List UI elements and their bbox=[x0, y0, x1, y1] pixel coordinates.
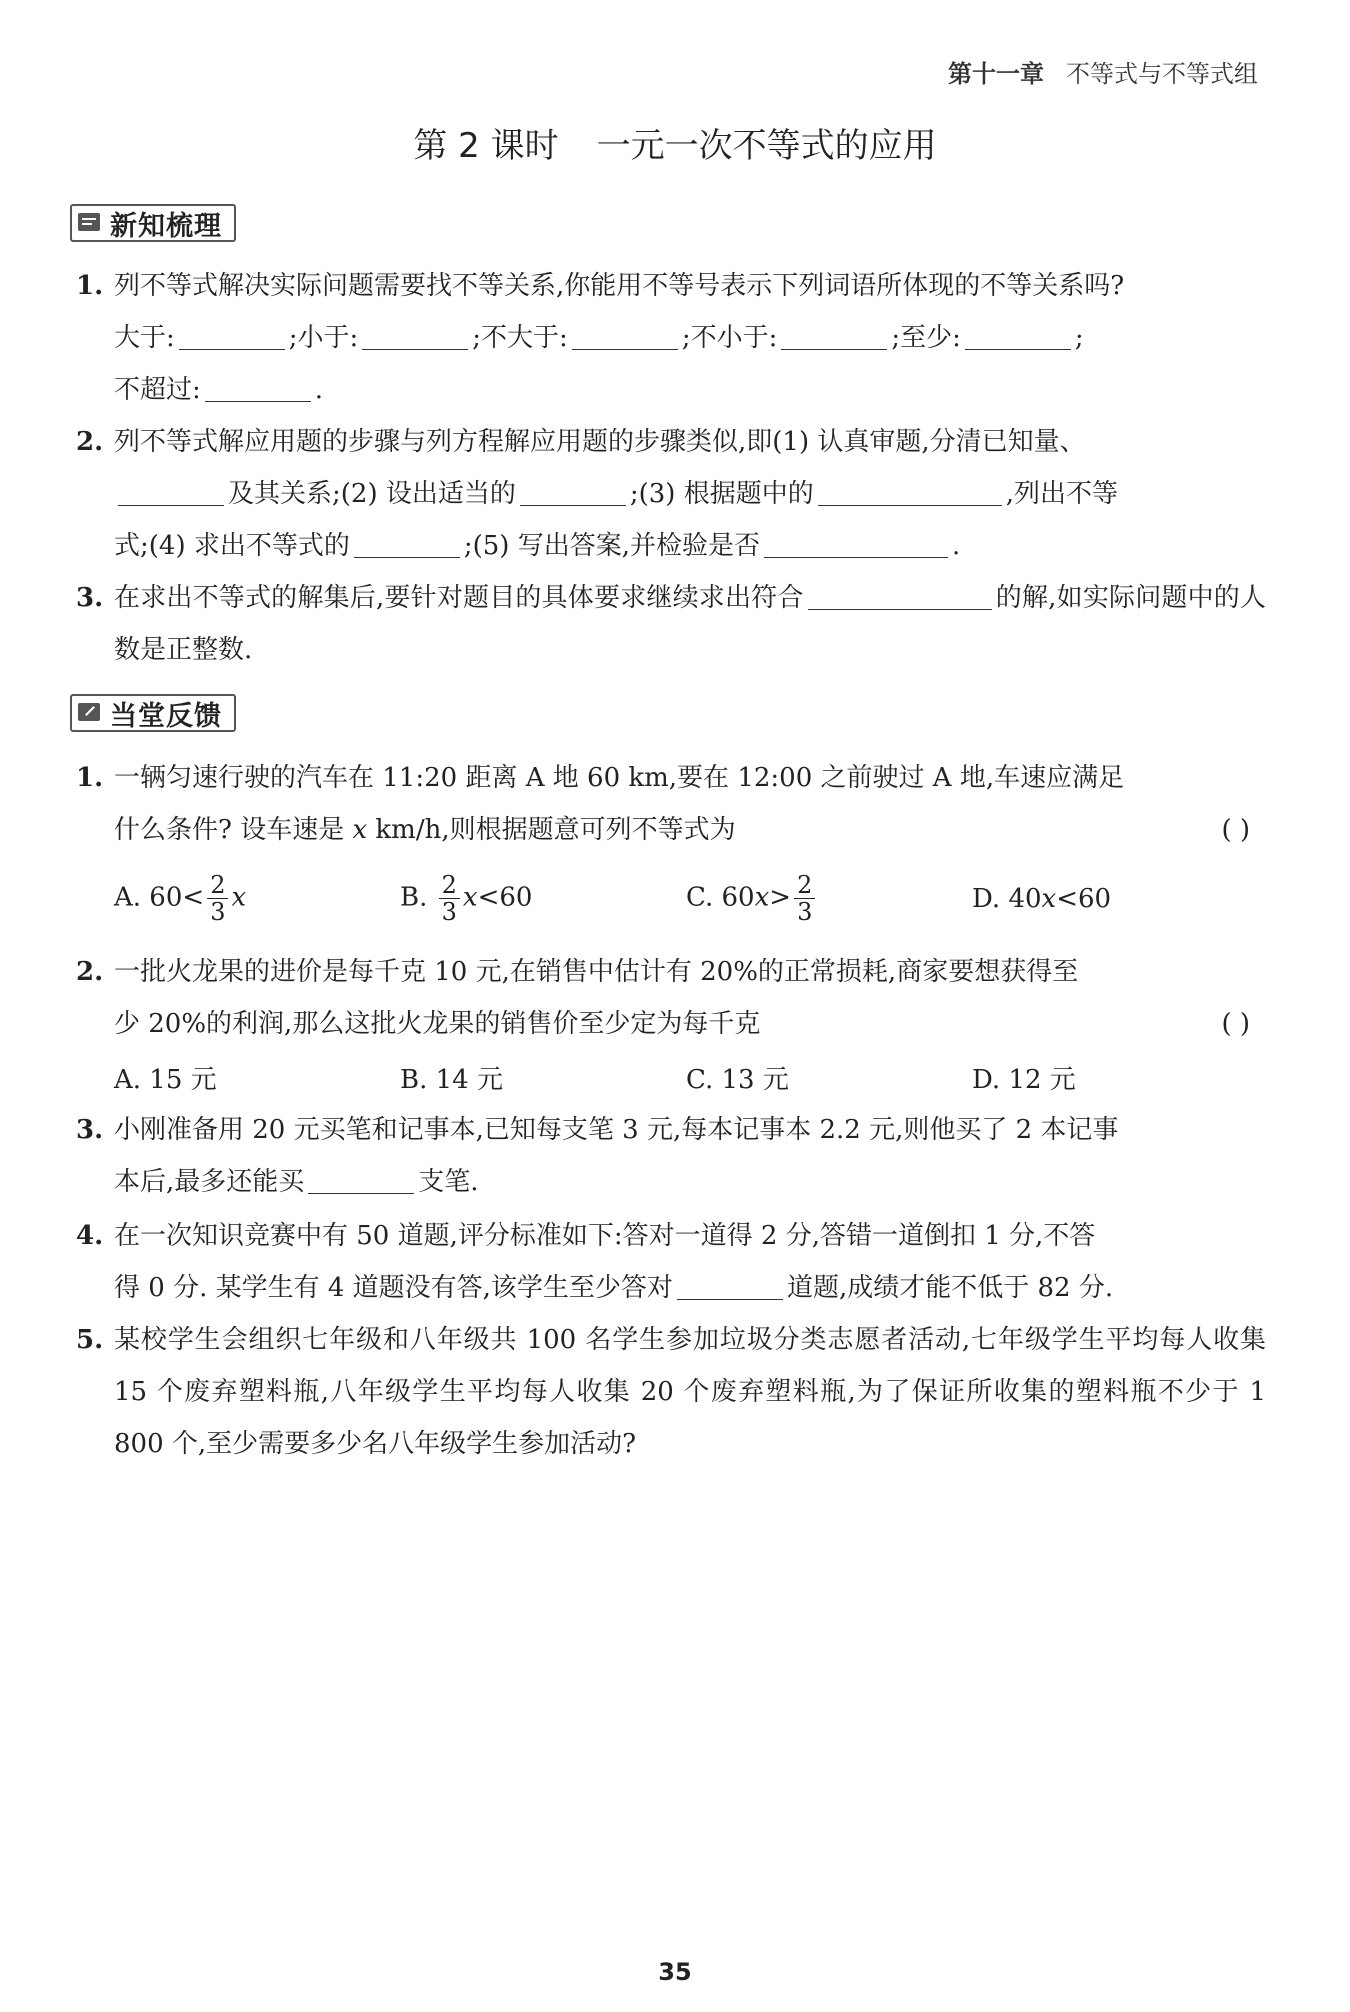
answer-parentheses[interactable]: ( ) bbox=[1221, 815, 1250, 845]
question-text: 在求出不等式的解集后,要针对题目的具体要求继续求出符合 bbox=[114, 583, 804, 613]
question-text: 在一次知识竞赛中有 50 道题,评分标准如下:答对一道得 2 分,答错一道倒扣 1 分,不答 bbox=[114, 1221, 1096, 1251]
numerator: 2 bbox=[439, 872, 460, 899]
lesson-number: 第 2 课时 bbox=[413, 126, 559, 166]
lesson-topic: 一元一次不等式的应用 bbox=[596, 126, 937, 166]
option-d[interactable]: D. 12 元 bbox=[972, 1065, 1076, 1095]
feedback-question-3 bbox=[76, 1104, 1266, 1208]
question-1 bbox=[76, 260, 1266, 416]
question-text: 列不等式解应用题的步骤与列方程解应用题的步骤类似,即(1) 认真审题,分清已知量、 bbox=[114, 427, 1086, 457]
question-text: 道题,成绩才能不低于 82 分. bbox=[786, 1273, 1114, 1303]
question-2 bbox=[76, 416, 1266, 572]
pencil-icon bbox=[78, 701, 104, 725]
option-b[interactable]: B. 14 元 bbox=[400, 1065, 503, 1095]
chapter-number: 第十一章 bbox=[948, 60, 1044, 88]
feedback-question-2 bbox=[76, 946, 1266, 1050]
section-label-feedback bbox=[70, 694, 236, 732]
question-number: 2. bbox=[76, 957, 104, 987]
question-number: 4. bbox=[76, 1221, 104, 1251]
punctuation: . bbox=[951, 531, 961, 561]
option-text: D. 40 bbox=[972, 884, 1042, 914]
variable: x bbox=[462, 882, 478, 913]
fraction bbox=[207, 872, 228, 925]
question-text: 及其关系;(2) 设出适当的 bbox=[228, 479, 516, 509]
question-text: 得 0 分. 某学生有 4 道题没有答,该学生至少答对 bbox=[114, 1273, 673, 1303]
question-number: 1. bbox=[76, 763, 104, 793]
punctuation: . bbox=[314, 375, 324, 405]
question-text: 列不等式解决实际问题需要找不等关系,你能用不等号表示下列词语所体现的不等关系吗? bbox=[114, 271, 1125, 301]
variable: x bbox=[352, 815, 368, 845]
variable: x bbox=[1041, 884, 1057, 914]
answer-blank[interactable] bbox=[205, 371, 311, 402]
denominator: 3 bbox=[441, 898, 457, 926]
feedback-question-5 bbox=[76, 1314, 1266, 1470]
fraction bbox=[794, 872, 815, 925]
option-d[interactable] bbox=[972, 884, 1111, 914]
option-c[interactable]: C. 13 元 bbox=[686, 1065, 789, 1095]
question-number: 2. bbox=[76, 427, 104, 457]
question-number: 3. bbox=[76, 1115, 104, 1145]
answer-blank[interactable] bbox=[781, 319, 887, 350]
question-text: 一辆匀速行驶的汽车在 11:20 距离 A 地 60 km,要在 12:00 之前驶过 A 地,车速应满足 bbox=[114, 763, 1125, 793]
question-text: 什么条件? 设车速是 bbox=[114, 815, 345, 845]
answer-blank[interactable] bbox=[118, 475, 224, 506]
section-title: 当堂反馈 bbox=[110, 700, 222, 732]
option-text: <60 bbox=[477, 882, 533, 913]
question-3 bbox=[76, 572, 1266, 676]
option-b[interactable] bbox=[400, 872, 532, 925]
term-label: ; bbox=[1074, 323, 1084, 353]
denominator: 3 bbox=[797, 898, 813, 926]
term-label: ;不大于: bbox=[472, 323, 568, 353]
denominator: 3 bbox=[210, 898, 226, 926]
feedback-question-1 bbox=[76, 752, 1266, 856]
option-c[interactable] bbox=[686, 872, 818, 925]
answer-parentheses[interactable]: ( ) bbox=[1221, 1009, 1250, 1039]
page-title bbox=[0, 118, 1350, 167]
question-text: 少 20%的利润,那么这批火龙果的销售价至少定为每千克 bbox=[114, 1009, 761, 1039]
chapter-title: 不等式与不等式组 bbox=[1066, 60, 1258, 88]
option-text: A. 60< bbox=[114, 882, 205, 913]
question-number: 1. bbox=[76, 271, 104, 301]
feedback-question-4 bbox=[76, 1210, 1266, 1314]
numerator: 2 bbox=[794, 872, 815, 899]
question-text: ,列出不等 bbox=[1005, 479, 1118, 509]
answer-blank[interactable] bbox=[354, 527, 460, 558]
option-a[interactable]: A. 15 元 bbox=[114, 1065, 217, 1095]
question-number: 3. bbox=[76, 583, 104, 613]
question-text: ;(5) 写出答案,并检验是否 bbox=[463, 531, 760, 561]
question-text: 的解,如实际问题中的人数是正整数. bbox=[114, 583, 1267, 665]
choice-options bbox=[114, 872, 1254, 932]
section-label-new-knowledge bbox=[70, 204, 236, 242]
answer-blank[interactable] bbox=[179, 319, 285, 350]
term-label: 不超过: bbox=[114, 375, 201, 405]
answer-blank[interactable] bbox=[572, 319, 678, 350]
answer-blank[interactable] bbox=[818, 475, 1002, 506]
choice-options bbox=[114, 1060, 1254, 1100]
question-text: 某校学生会组织七年级和八年级共 100 名学生参加垃圾分类志愿者活动,七年级学生平均每人收集 15 个废弃塑料瓶,八年级学生平均每人收集 20 个废弃塑料瓶,为了保证所收集的塑料瓶不少于 1 800 个,至少需要多少名八年级学生参加活动? bbox=[114, 1325, 1266, 1459]
option-text: > bbox=[769, 882, 792, 913]
term-label: ;至少: bbox=[891, 323, 961, 353]
book-icon bbox=[78, 211, 104, 235]
page-number: 35 bbox=[658, 1958, 692, 1986]
term-label: ;不小于: bbox=[681, 323, 778, 353]
question-text: 支笔. bbox=[418, 1167, 479, 1197]
term-label: ;小于: bbox=[288, 323, 359, 353]
option-text: C. 60 bbox=[686, 882, 755, 913]
option-text: B. bbox=[400, 882, 428, 913]
term-label: 大于: bbox=[114, 323, 175, 353]
option-a[interactable] bbox=[114, 872, 246, 925]
question-text: 本后,最多还能买 bbox=[114, 1167, 305, 1197]
section-title: 新知梳理 bbox=[110, 210, 222, 242]
answer-blank[interactable] bbox=[677, 1269, 783, 1300]
question-text: 一批火龙果的进价是每千克 10 元,在销售中估计有 20%的正常损耗,商家要想获得至 bbox=[114, 957, 1079, 987]
question-text: 小刚准备用 20 元买笔和记事本,已知每支笔 3 元,每本记事本 2.2 元,则他买了 2 本记事 bbox=[114, 1115, 1119, 1145]
answer-blank[interactable] bbox=[764, 527, 948, 558]
question-text: ;(3) 根据题中的 bbox=[629, 479, 814, 509]
answer-blank[interactable] bbox=[965, 319, 1071, 350]
answer-blank[interactable] bbox=[362, 319, 468, 350]
question-text: km/h,则根据题意可列不等式为 bbox=[375, 815, 736, 845]
variable: x bbox=[754, 882, 770, 913]
chapter-header bbox=[948, 54, 1258, 89]
question-text: 式;(4) 求出不等式的 bbox=[114, 531, 350, 561]
answer-blank[interactable] bbox=[808, 579, 992, 610]
answer-blank[interactable] bbox=[520, 475, 626, 506]
option-text: <60 bbox=[1056, 884, 1112, 914]
answer-blank[interactable] bbox=[308, 1163, 414, 1194]
fraction bbox=[439, 872, 460, 925]
question-number: 5. bbox=[76, 1325, 104, 1355]
variable: x bbox=[231, 882, 247, 913]
numerator: 2 bbox=[207, 872, 228, 899]
